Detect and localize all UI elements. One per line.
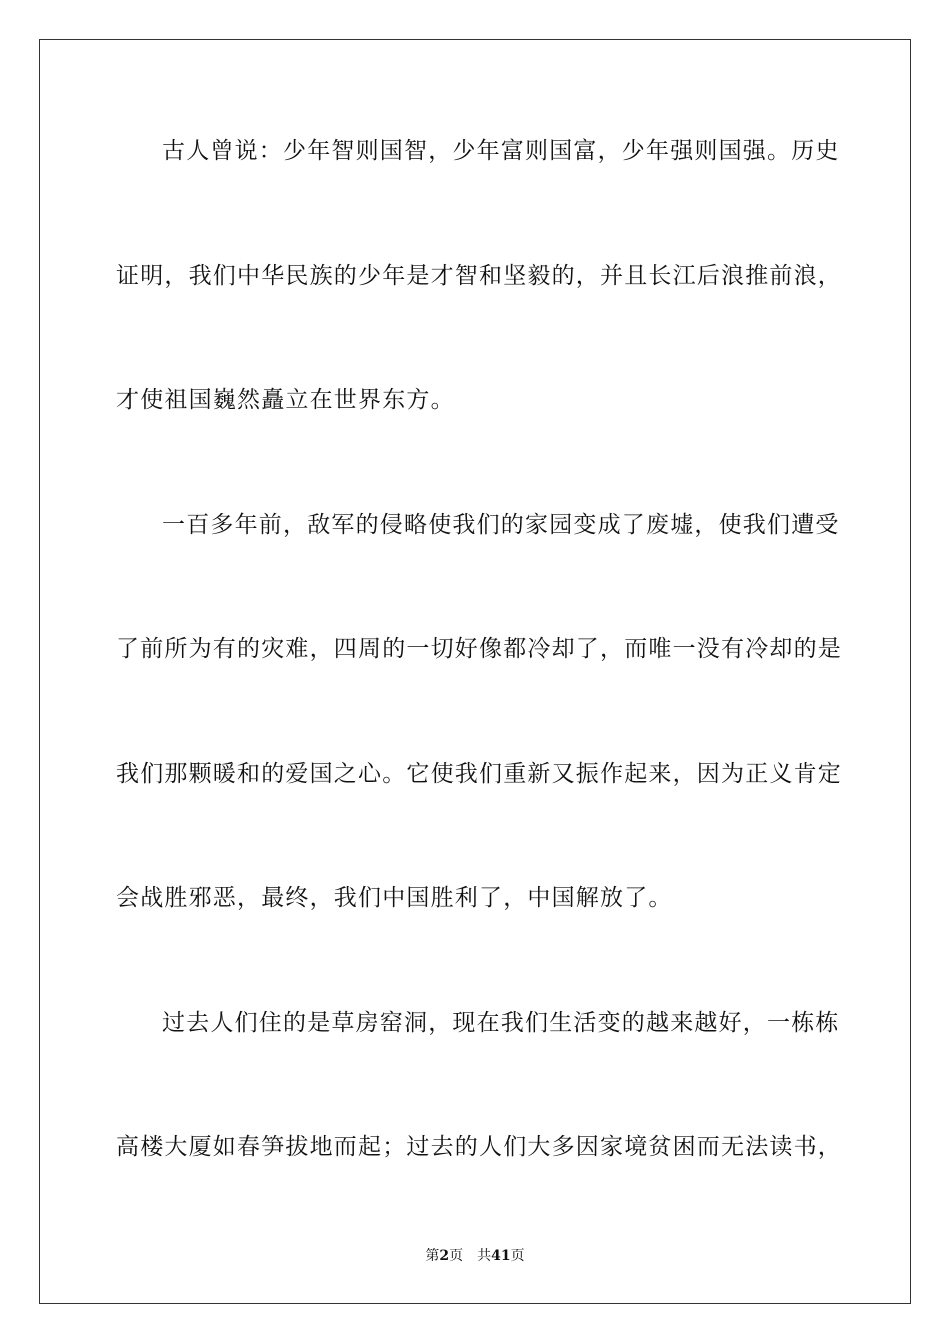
page-suffix: 页 [449, 1248, 464, 1264]
total-suffix: 页 [510, 1248, 525, 1264]
paragraph-2-line-1: 一百多年前，敌军的侵略使我们的家园变成了废墟，使我们遭受 [162, 512, 840, 538]
paragraph-3-line-2: 高楼大厦如春笋拔地而起；过去的人们大多因家境贫困而无法读书， [116, 1134, 842, 1160]
paragraph-1-line-1: 古人曾说：少年智则国智，少年富则国富，少年强则国强。历史 [162, 138, 840, 164]
paragraph-3-line-1: 过去人们住的是草房窑洞，现在我们生活变的越来越好，一栋栋 [162, 1010, 840, 1036]
page-frame [39, 39, 911, 1304]
paragraph-2-line-4: 会战胜邪恶，最终，我们中国胜利了，中国解放了。 [116, 885, 673, 911]
page-footer [0, 1247, 950, 1265]
page-prefix: 第 [425, 1248, 440, 1264]
paragraph-2-line-3: 我们那颗暖和的爱国之心。它使我们重新又振作起来，因为正义肯定 [116, 761, 842, 787]
page-number: 2 [439, 1248, 450, 1264]
total-pages: 41 [491, 1248, 511, 1264]
paragraph-2-line-2: 了前所为有的灾难，四周的一切好像都冷却了，而唯一没有冷却的是 [116, 636, 842, 662]
paragraph-1-line-3: 才使祖国巍然矗立在世界东方。 [116, 387, 455, 413]
total-prefix: 共 [477, 1248, 492, 1264]
paragraph-1-line-2: 证明，我们中华民族的少年是才智和坚毅的，并且长江后浪推前浪， [116, 263, 842, 289]
